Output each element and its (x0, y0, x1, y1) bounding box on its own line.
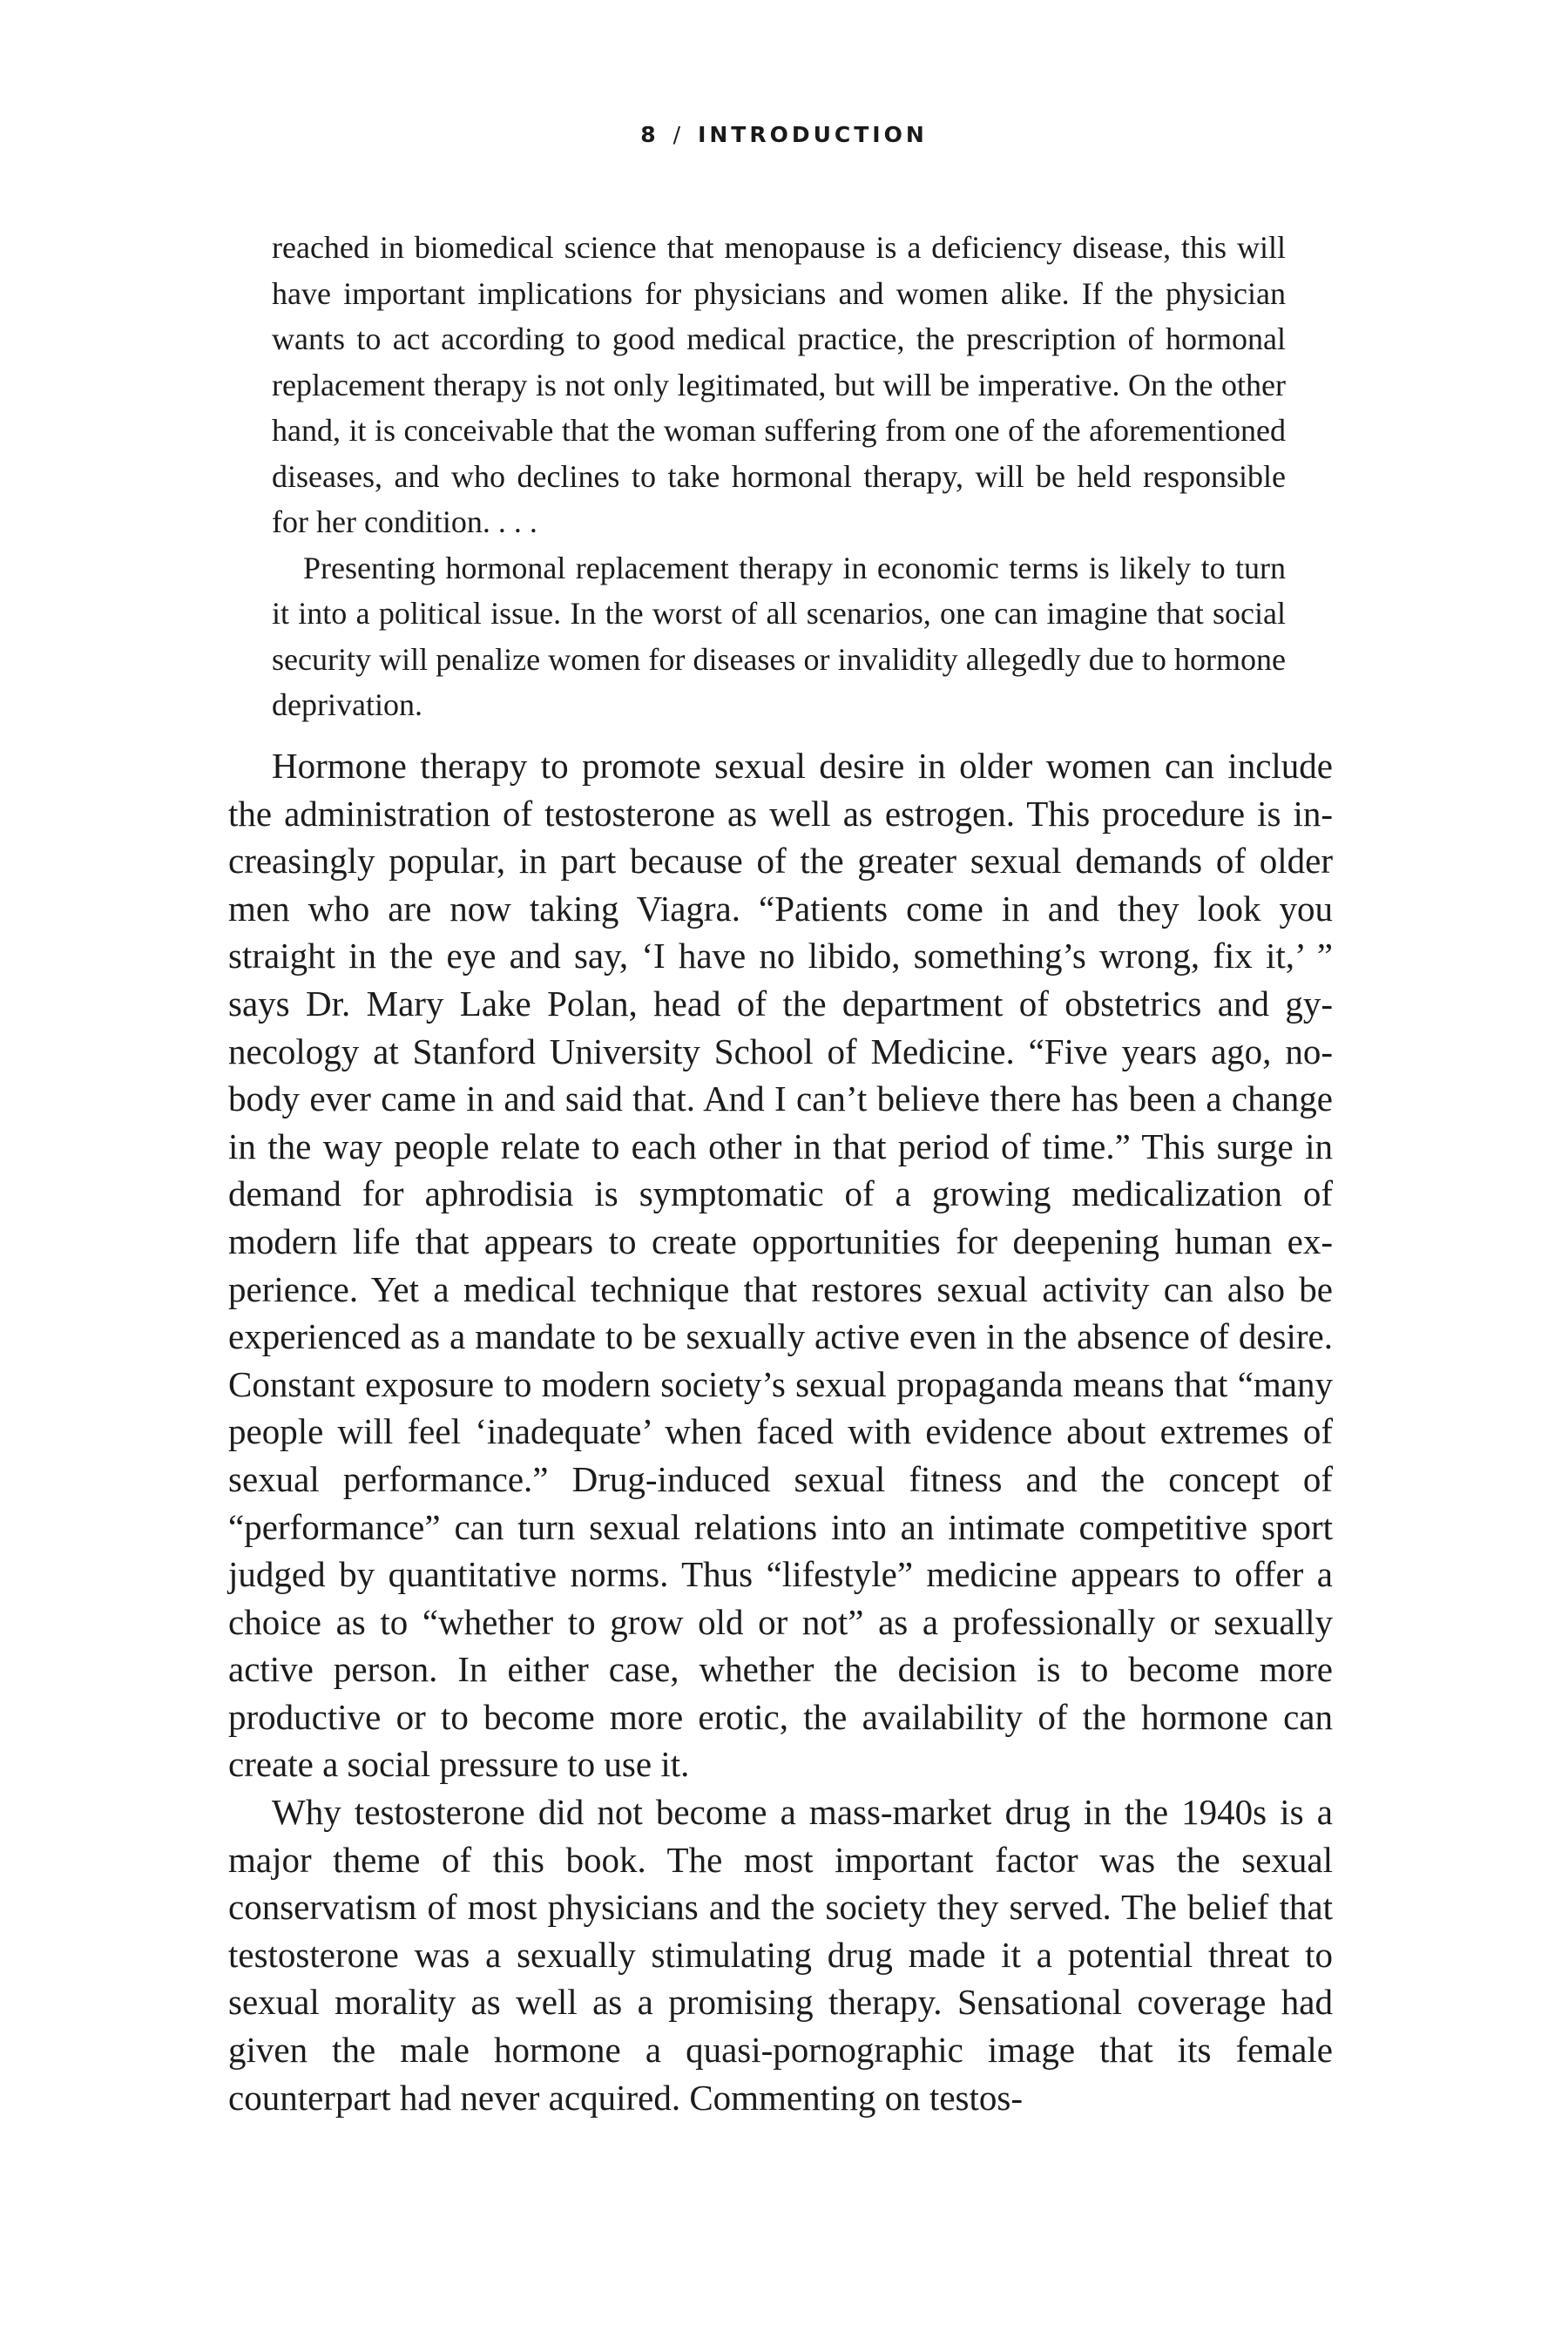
body-text (228, 742, 1333, 2121)
body-paragraph: Hormone therapy to promote sexual desire in older women can include the administration of testosterone as well as estrogen. This procedure is increasingly popular, in part because of the greater sexual demands of older men who are now taking Viagra. “Patients come in and they look you straight in the eye and say, ‘I have no libido, something’s wrong, fix it,’ ” says Dr. Mary Lake Polan, head of the department of obstetrics and gynecology at Stanford University School of Medicine. “Five years ago, nobody ever came in and said that. And I can’t believe there has been a change in the way people relate to each other in that period of time.” This surge in demand for aphrodisia is symptomatic of a growing medicalization of modern life that appears to create opportunities for deepening human experience. Yet a medical technique that restores sexual activity can also be experienced as a mandate to be sexually active even in the absence of desire. Constant exposure to modern society’s sexual propaganda means that “many people will feel ‘inadequate’ when faced with evidence about extremes of sexual performance.” Drug-induced sexual fitness and the concept of “performance” can turn sexual relations into an intimate competitive sport judged by quantitative norms. Thus “lifestyle” medicine appears to offer a choice as to “whether to grow old or not” as a professionally or sexually active person. In either case, whether the decision is to become more productive or to become more erotic, the availability of the hormone can create a social pressure to use it. (228, 746, 1333, 1785)
block-quote (272, 225, 1286, 728)
section-title: INTRODUCTION (698, 122, 928, 147)
block-quote-paragraph: reached in biomedical science that menopause is a deficiency disease, this will have important implications for physicians and women alike. If the physician wants to act according to good medical practice, the prescription of hormonal replacement therapy is not only legitimated, but will be imperative. On the other hand, it is conceivable that the woman suffering from one of the aforementioned diseases, and who declines to take hormonal therapy, will be held responsible for her condition. . . . (272, 230, 1286, 539)
body-paragraph: Why testosterone did not become a mass-market drug in the 1940s is a major theme of this book. The most important factor was the sexual conservatism of most physicians and the society they served. The belief that testosterone was a sexually stimulating drug made it a potential threat to sexual morality as well as a promising therapy. Sensational coverage had given the male hormone a quasi-pornographic image that its female counterpart had never acquired. Commenting on testos- (228, 1792, 1333, 2118)
block-quote-paragraph: Presenting hormonal replacement therapy in economic terms is likely to turn it into a political issue. In the worst of all scenarios, one can imagine that social security will penalize women for diseases or invalidity allegedly due to hormone deprivation. (272, 550, 1286, 722)
page-number: 8 (640, 122, 659, 147)
running-head-separator: / (672, 122, 685, 147)
running-head (0, 122, 1568, 147)
